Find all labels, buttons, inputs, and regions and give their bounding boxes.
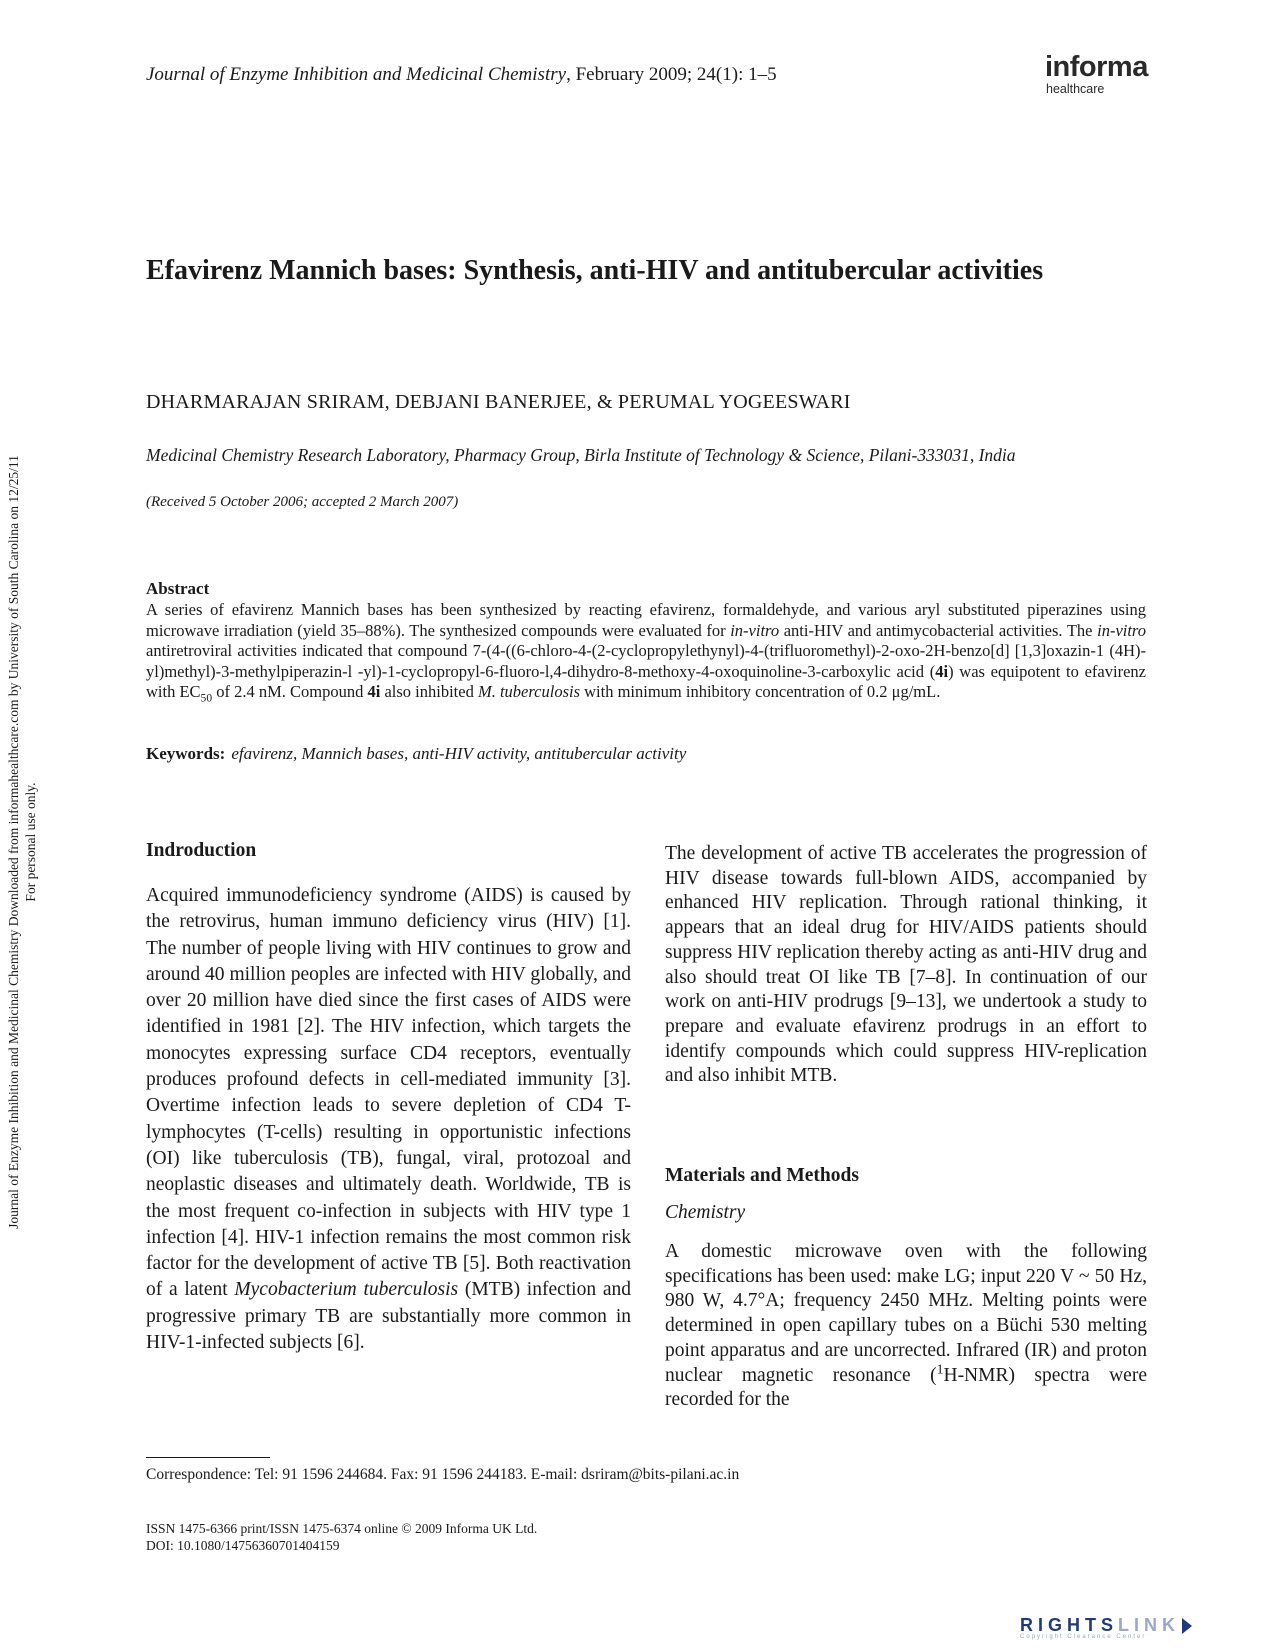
abstract-text: anti-HIV and antimycobacterial activities. The bbox=[779, 620, 1098, 640]
abstract-italic: in-vitro bbox=[1097, 620, 1146, 640]
methods-column bbox=[665, 1240, 1147, 1413]
footnote-divider bbox=[146, 1457, 270, 1458]
abstract-text: also inhibited bbox=[380, 682, 478, 701]
rightslink-part1: RIGHTS bbox=[1020, 1615, 1119, 1635]
received-text: (Received 5 October 2006; accepted 2 March 2007) bbox=[146, 494, 459, 510]
methods-text: A domestic microwave oven with the following specifications has been used: make LG; input 220 V ~ 50 Hz, 980 W, 4.7°A; frequency 2450 MHz. Melting points were determined in open capillary tubes on a Büchi 530 melting point apparatus and are uncorrected. Infrared (IR) and proton nuclear magnetic resonance ( bbox=[665, 1241, 1147, 1386]
abstract-italic: in-vitro bbox=[730, 620, 780, 640]
intro-heading: Indroduction bbox=[146, 840, 257, 861]
ec50-subscript: 50 bbox=[200, 692, 213, 705]
intro-right-column bbox=[665, 842, 1147, 1089]
intro-italic: Mycobacterium tuberculosis bbox=[234, 1279, 459, 1301]
abstract-text: A series of efavirenz Mannich bases has been synthesized by reacting efavirenz, formaldehyde, and various aryl substituted piperazines using microwave irradiation (yield 35–88%). The synthesized compounds were evaluated for bbox=[146, 600, 1146, 640]
keywords bbox=[146, 744, 686, 764]
rightslink-logo bbox=[1020, 1615, 1192, 1640]
abstract-heading: Abstract bbox=[146, 579, 210, 598]
keywords-label: Keywords: bbox=[146, 744, 226, 763]
doi: DOI: 10.1080/14756360701404159 bbox=[146, 1538, 340, 1553]
sidebar-line-1: Journal of Enzyme Inhibition and Medicinal Chemistry Downloaded from informahealthcare.com by University of South Carolina on 12/25/11 bbox=[6, 455, 21, 1229]
article-title: Efavirenz Mannich bases: Synthesis, anti-HIV and antitubercular activities bbox=[146, 255, 1044, 286]
rightslink-tagline: Copyright Clearance Center bbox=[1020, 1634, 1147, 1640]
methods-text: H-NMR) spectra were recorded for the bbox=[665, 1364, 1147, 1411]
methods-paragraph bbox=[665, 1240, 1147, 1413]
sidebar-line-2: For personal use only. bbox=[23, 782, 38, 902]
intro-text: Acquired immunodeficiency syndrome (AIDS) is caused by the retrovirus, human immuno deficiency virus (HIV) [1]. The number of people living with HIV continues to grow and around 40 million peoples are infected with HIV globally, and over 20 million have died since the first cases of AIDS were identified in 1981 [2]. The HIV infection, which targets the monocytes expressing surface CD4 receptors, eventually produces profound defects in cell-mediated immunity [3]. Overtime infection leads to severe depletion of CD4 T-lymphocytes (T-cells) resulting in opportunistic infections (OI) like tuberculosis (TB), fungal, viral, protozoal and neoplastic diseases and ultimately death. Worldwide, TB is the most frequent co-infection in subjects with HIV type 1 infection [4]. HIV-1 infection remains the most common risk factor for the development of active TB [5]. Both reactivation of a latent bbox=[146, 885, 631, 1301]
sidebar-text bbox=[5, 362, 39, 1322]
logo-main: informa bbox=[1045, 51, 1148, 83]
intro-paragraph bbox=[146, 883, 631, 1356]
journal-citation bbox=[146, 64, 777, 86]
rightslink-arrow-icon bbox=[1182, 1618, 1192, 1634]
informa-logo bbox=[1045, 52, 1148, 96]
intro-paragraph-2: The development of active TB accelerates the progression of HIV disease towards full-blown AIDS, accompanied by enhanced HIV replication. Through rational thinking, it appears that an ideal drug for HIV/AIDS patients should suppress HIV replication thereby acting as anti-HIV drug and also should treat OI like TB [7–8]. In continuation of our work on anti-HIV prodrugs [9–13], we undertook a study to prepare and evaluate efavirenz prodrugs in an effort to identify compounds which could suppress HIV-replication and also inhibit MTB. bbox=[665, 843, 1147, 1087]
intro-text: (MTB) infection and progressive primary TB are substantially more common in HIV-1-infected subjects [6]. bbox=[146, 1279, 631, 1354]
journal-name: Journal of Enzyme Inhibition and Medicinal Chemistry bbox=[146, 64, 567, 85]
received-dates bbox=[146, 494, 458, 511]
article-authors: DHARMARAJAN SRIRAM, DEBJANI BANERJEE, & PERUMAL YOGEESWARI bbox=[146, 391, 851, 413]
rightslink-wordmark bbox=[1020, 1615, 1192, 1636]
issn: ISSN 1475-6366 print/ISSN 1475-6374 online © 2009 Informa UK Ltd. bbox=[146, 1521, 538, 1536]
abstract-text: with minimum inhibitory concentration of 0.2 μg/mL. bbox=[580, 682, 941, 701]
compound-label: 4i bbox=[935, 661, 949, 681]
intro-left-column bbox=[146, 883, 631, 1356]
compound-label: 4i bbox=[367, 682, 381, 701]
chemistry-subheading: Chemistry bbox=[665, 1202, 746, 1223]
article-affiliation: Medicinal Chemistry Research Laboratory, Pharmacy Group, Birla Institute of Technology & Science, Pilani-333031, India bbox=[146, 445, 1016, 465]
methods-heading: Materials and Methods bbox=[665, 1165, 859, 1186]
abstract-italic: M. tuberculosis bbox=[477, 682, 580, 701]
nmr-superscript: 1 bbox=[936, 1361, 944, 1377]
journal-issue: , February 2009; 24(1): 1–5 bbox=[566, 64, 777, 85]
abstract-text: ) was equipotent to efavirenz with EC bbox=[146, 661, 1146, 701]
rightslink-part2: LINK bbox=[1118, 1615, 1181, 1635]
abstract-text: of 2.4 nM. Compound bbox=[212, 682, 368, 701]
issn-doi bbox=[146, 1520, 537, 1554]
correspondence: Correspondence: Tel: 91 1596 244684. Fax: 91 1596 244183. E-mail: dsriram@bits-pilani.ac.in bbox=[146, 1466, 740, 1483]
abstract-text: antiretroviral activities indicated that compound 7-(4-((6-chloro-4-(2-cyclopropylethynyl)-4-(trifluoromethyl)-2-oxo-2H-benzo[d] [1,3]oxazin-1 (4H)-yl)methyl)-3-methylpiperazin-l -yl)-1-cyclopropyl-6-fluoro-l,4-dihydro-8-methoxy-4-oxoquinoline-3-carboxylic acid ( bbox=[146, 641, 1146, 681]
abstract-body bbox=[146, 600, 1146, 703]
keywords-values: efavirenz, Mannich bases, anti-HIV activity, antitubercular activity bbox=[231, 744, 687, 763]
download-sidebar bbox=[2, 345, 42, 1305]
logo-sub: healthcare bbox=[1046, 82, 1105, 96]
